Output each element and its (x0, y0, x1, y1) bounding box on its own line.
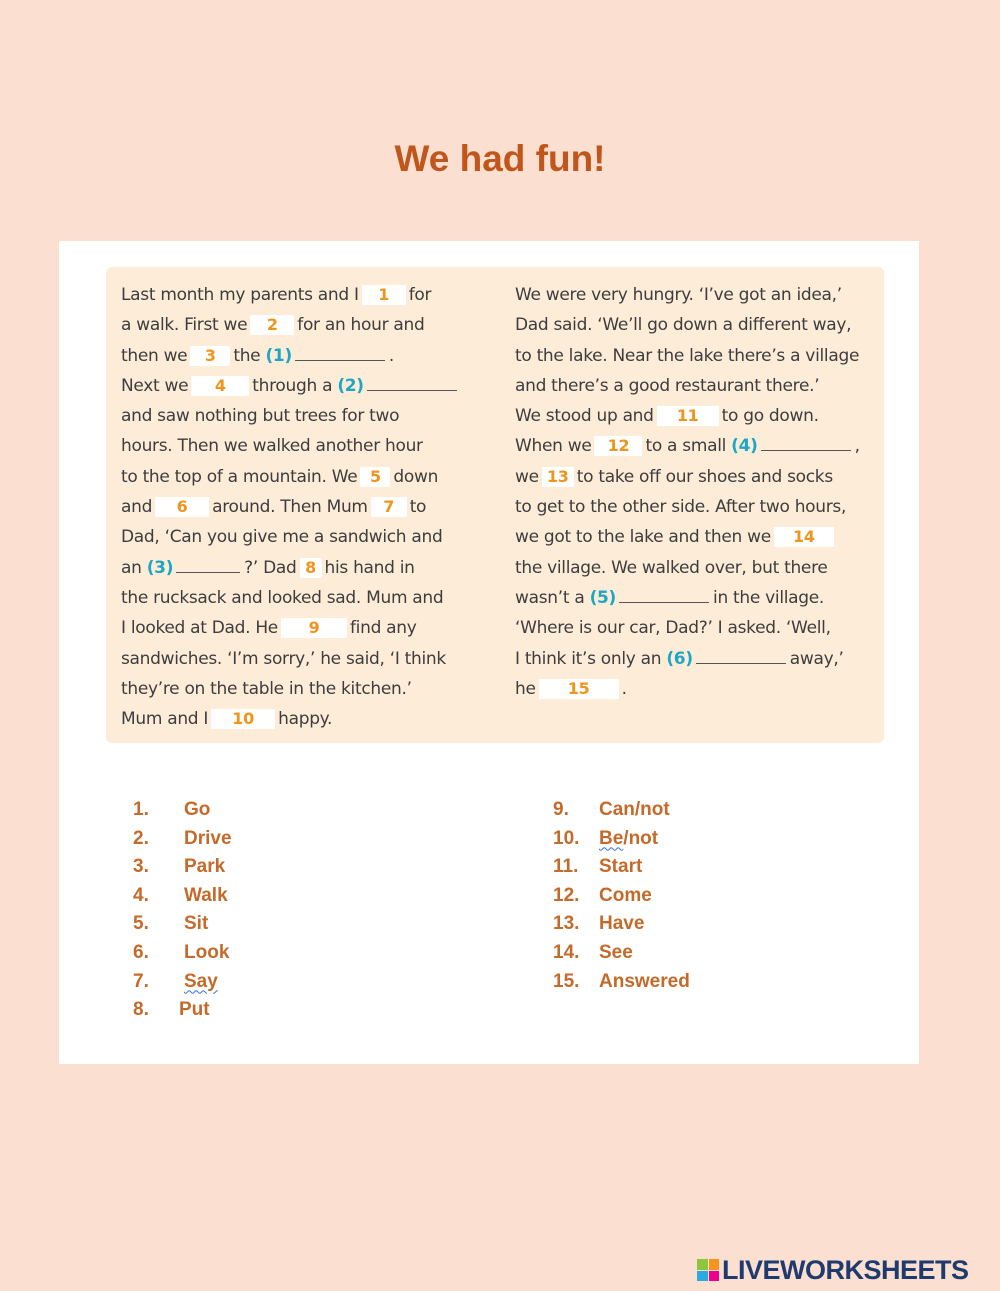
verb-word: Sit (184, 913, 209, 935)
verb-word: Be/not (599, 827, 659, 849)
story-text: wasn’t a (515, 587, 590, 608)
answer-gap-5[interactable]: 5 (360, 467, 390, 487)
logo-mark-icon (697, 1259, 719, 1281)
story-text: , (854, 436, 860, 457)
story-text: . (621, 678, 627, 699)
story-text: happy. (278, 709, 333, 730)
blank-reference-number: (1) (265, 345, 292, 366)
story-line (121, 310, 461, 340)
story-text: We stood up and (515, 406, 654, 427)
story-line (121, 431, 461, 461)
story-line (515, 310, 860, 340)
answer-gap-9[interactable]: 9 (281, 618, 347, 638)
blank-line (619, 588, 709, 603)
story-line (515, 492, 860, 522)
verb-word: Put (179, 999, 210, 1021)
story-text: hours. Then we walked another hour (121, 436, 423, 457)
story-text: an (121, 557, 147, 578)
story-line (121, 644, 461, 674)
verb-word: Say (184, 970, 218, 992)
story-text: they’re on the table in the kitchen.’ (121, 678, 412, 699)
story-text: ‘Where is our car, Dad?’ I asked. ‘Well, (515, 618, 831, 639)
verb-word: Have (599, 913, 645, 935)
verb-number: 6. (133, 941, 149, 963)
story-text: a walk. First we (121, 315, 248, 336)
answer-gap-4[interactable]: 4 (191, 376, 249, 396)
verb-number: 8. (133, 999, 149, 1021)
logo-tile (697, 1271, 708, 1282)
verb-list-right (553, 796, 690, 996)
verb-word: Can/not (599, 799, 670, 820)
story-text: When we (515, 436, 592, 457)
story-text: the (233, 345, 266, 366)
story-text: we (515, 466, 539, 487)
answer-gap-2[interactable]: 2 (250, 315, 294, 335)
story-line (515, 462, 860, 492)
blank-line (176, 558, 240, 573)
verb-item (553, 796, 670, 825)
story-text: the village. We walked over, but there (515, 557, 828, 578)
story-line (121, 583, 461, 613)
verb-word: Go (184, 799, 211, 820)
story-line (515, 371, 860, 401)
story-text: to go down. (721, 406, 819, 427)
story-text: away,’ (789, 648, 844, 669)
story-line (121, 280, 461, 310)
story-text: through a (252, 375, 338, 396)
verb-word: Look (184, 941, 230, 963)
story-text: and there’s a good restaurant there.’ (515, 375, 820, 396)
liveworksheets-logo (697, 1255, 969, 1285)
logo-text: LIVEWORKSHEETS (722, 1254, 969, 1285)
verb-word: Answered (599, 970, 690, 992)
story-text: and saw nothing but trees for two (121, 406, 400, 427)
verb-item (133, 910, 209, 939)
story-text: to the lake. Near the lake there’s a village (515, 345, 860, 366)
story-text: We were very hungry. ‘I’ve got an idea,’ (515, 285, 842, 305)
story-line (515, 583, 860, 613)
story-text: I looked at Dad. He (121, 618, 278, 639)
answer-gap-10[interactable]: 10 (211, 709, 275, 729)
answer-gap-6[interactable]: 6 (155, 497, 209, 517)
story-line (121, 704, 461, 734)
story-line (121, 371, 461, 401)
story-line (121, 462, 461, 492)
story-line (121, 401, 461, 431)
logo-tile (697, 1259, 708, 1270)
story-line (121, 553, 461, 583)
story-text: for (408, 285, 432, 305)
answer-gap-13[interactable]: 13 (542, 467, 574, 487)
verb-number: 12. (553, 884, 580, 906)
verb-item (133, 996, 210, 1025)
story-text: his hand in (324, 557, 415, 578)
answer-gap-12[interactable]: 12 (594, 436, 642, 456)
story-right-column (515, 280, 860, 704)
story-line (515, 280, 860, 310)
verb-list-left (133, 796, 232, 1025)
verb-number: 3. (133, 856, 149, 878)
blank-reference-number: (4) (731, 436, 758, 457)
verb-word: See (599, 941, 633, 963)
story-text: to the top of a mountain. We (121, 466, 358, 487)
verb-number: 9. (553, 799, 569, 820)
story-line (515, 553, 860, 583)
story-text: to get to the other side. After two hours, (515, 497, 847, 518)
verb-word: Start (599, 856, 643, 878)
verb-item (133, 825, 232, 854)
story-line (515, 431, 860, 461)
verb-item (133, 853, 226, 882)
story-line (515, 644, 860, 674)
verb-item (133, 968, 218, 997)
story-text: sandwiches. ‘I’m sorry,’ he said, ‘I think (121, 648, 446, 669)
verb-number: 2. (133, 827, 149, 849)
story-line (515, 341, 860, 371)
story-left-column (121, 280, 461, 734)
page-title: We had fun! (394, 138, 606, 179)
story-line (515, 522, 860, 552)
verb-item (553, 882, 652, 911)
verb-number: 1. (133, 799, 149, 820)
story-text: then we (121, 345, 188, 366)
blank-line (367, 376, 457, 391)
blank-reference-number: (2) (337, 375, 364, 396)
verb-word: Come (599, 884, 652, 906)
story-line (121, 613, 461, 643)
story-line (121, 492, 461, 522)
story-text: we got to the lake and then we (515, 527, 771, 548)
story-text: for an hour and (297, 315, 425, 336)
blank-line (761, 436, 851, 451)
story-line (121, 522, 461, 552)
story-text: he (515, 678, 536, 699)
story-text: to take off our shoes and socks (576, 466, 833, 487)
story-line (515, 613, 860, 643)
story-text: and (121, 497, 153, 518)
story-line (515, 401, 860, 431)
answer-gap-14[interactable]: 14 (774, 527, 834, 547)
story-text: to a small (645, 436, 732, 457)
story-text: in the village. (713, 587, 825, 608)
verb-item (553, 825, 659, 854)
verb-item (133, 939, 230, 968)
story-text: the rucksack and looked sad. Mum and (121, 587, 444, 608)
story-text: Dad said. ‘We’ll go down a different way, (515, 315, 852, 336)
blank-line (696, 649, 786, 664)
story-text: ?’ Dad (244, 557, 297, 578)
verb-word: Park (184, 856, 226, 878)
story-text: Next we (121, 375, 189, 396)
answer-gap-1[interactable]: 1 (362, 285, 406, 305)
answer-gap-8[interactable]: 8 (300, 558, 322, 578)
story-line (121, 341, 461, 371)
verb-word: Walk (184, 884, 228, 906)
story-text: find any (349, 618, 417, 639)
verb-number: 15. (553, 970, 580, 992)
answer-gap-11[interactable]: 11 (657, 406, 719, 426)
verb-number: 10. (553, 827, 580, 849)
story-text: around. Then Mum (212, 497, 368, 518)
logo-tile (709, 1271, 720, 1282)
story-text: I think it’s only an (515, 648, 667, 669)
story-line (121, 674, 461, 704)
answer-gap-15[interactable]: 15 (539, 679, 619, 699)
verb-item (553, 968, 690, 997)
verb-item (553, 910, 645, 939)
verb-word: Drive (184, 827, 232, 849)
blank-line (295, 346, 385, 361)
verb-item (133, 796, 211, 825)
story-line (515, 674, 860, 704)
verb-number: 4. (133, 884, 149, 906)
verb-item (553, 939, 633, 968)
blank-reference-number: (5) (589, 587, 617, 608)
answer-gap-3[interactable]: 3 (190, 346, 230, 366)
verb-number: 14. (553, 941, 580, 963)
blank-reference-number: (3) (146, 557, 174, 578)
verb-number: 5. (133, 913, 149, 935)
story-text: Last month my parents and I (121, 285, 359, 305)
story-text: to (409, 497, 427, 518)
verb-number: 13. (553, 913, 580, 935)
story-text: down (393, 466, 439, 487)
logo-tile (709, 1259, 720, 1270)
answer-gap-7[interactable]: 7 (371, 497, 407, 517)
verb-number: 7. (133, 970, 149, 992)
verb-number: 11. (553, 856, 579, 878)
verb-item (133, 882, 228, 911)
story-text: Dad, ‘Can you give me a sandwich and (121, 527, 443, 548)
verb-item (553, 853, 643, 882)
story-text: Mum and I (121, 709, 209, 730)
blank-reference-number: (6) (666, 648, 693, 669)
story-text: . (388, 345, 395, 366)
